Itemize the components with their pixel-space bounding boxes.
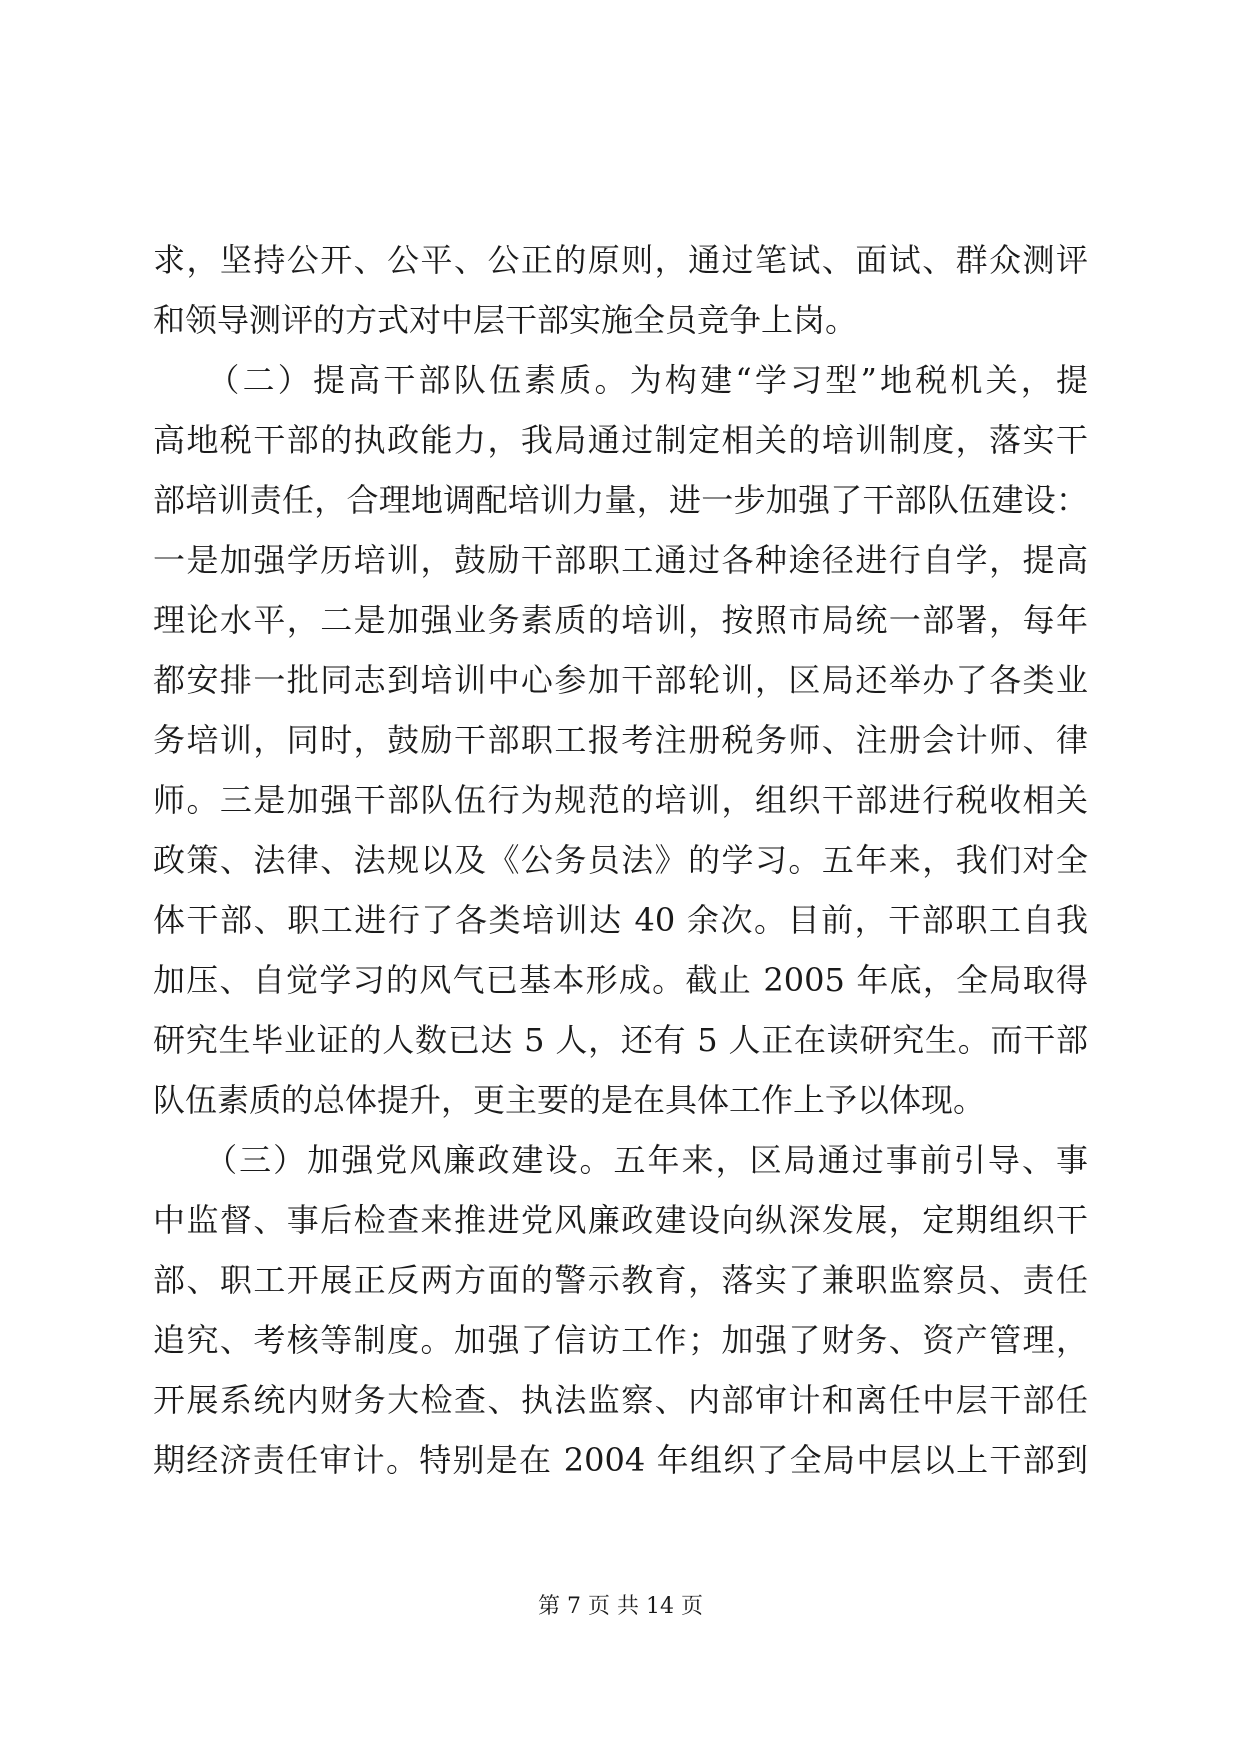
text-line: （二）提高干部队伍素质。为构建“学习型”地税机关，提 <box>153 361 1088 399</box>
text-line: 求，坚持公开、公平、公正的原则，通过笔试、面试、群众测评 <box>153 241 1088 279</box>
text-line: 中监督、事后检查来推进党风廉政建设向纵深发展，定期组织干 <box>153 1201 1088 1239</box>
text-line: （三）加强党风廉政建设。五年来，区局通过事前引导、事 <box>153 1141 1088 1179</box>
text-line: 政策、法律、法规以及《公务员法》的学习。五年来，我们对全 <box>153 841 1088 879</box>
text-line: 加压、自觉学习的风气已基本形成。截止 2005 年底，全局取得 <box>153 961 1088 999</box>
body-text <box>153 230 1088 1490</box>
text-line: 部培训责任，合理地调配培训力量，进一步加强了干部队伍建设： <box>153 481 1088 519</box>
text-line: 研究生毕业证的人数已达 5 人，还有 5 人正在读研究生。而干部 <box>153 1021 1088 1059</box>
text-line: 高地税干部的执政能力，我局通过制定相关的培训制度，落实干 <box>153 421 1088 459</box>
text-line: 和领导测评的方式对中层干部实施全员竞争上岗。 <box>153 301 858 339</box>
page-footer: 第 7 页 共 14 页 <box>538 1594 703 1619</box>
text-line: 师。三是加强干部队伍行为规范的培训，组织干部进行税收相关 <box>153 781 1088 819</box>
text-line: 体干部、职工进行了各类培训达 40 余次。目前，干部职工自我 <box>153 901 1088 939</box>
text-line: 追究、考核等制度。加强了信访工作；加强了财务、资产管理， <box>153 1321 1088 1359</box>
text-line: 期经济责任审计。特别是在 2004 年组织了全局中层以上干部到 <box>153 1441 1088 1479</box>
text-line: 开展系统内财务大检查、执法监察、内部审计和离任中层干部任 <box>153 1381 1088 1419</box>
text-line: 务培训，同时，鼓励干部职工报考注册税务师、注册会计师、律 <box>153 721 1088 759</box>
text-line: 部、职工开展正反两方面的警示教育，落实了兼职监察员、责任 <box>153 1261 1088 1299</box>
text-line: 队伍素质的总体提升，更主要的是在具体工作上予以体现。 <box>153 1081 986 1119</box>
text-line: 一是加强学历培训，鼓励干部职工通过各种途径进行自学，提高 <box>153 541 1088 579</box>
text-line: 理论水平，二是加强业务素质的培训，按照市局统一部署，每年 <box>153 601 1088 639</box>
text-line: 都安排一批同志到培训中心参加干部轮训，区局还举办了各类业 <box>153 661 1088 699</box>
